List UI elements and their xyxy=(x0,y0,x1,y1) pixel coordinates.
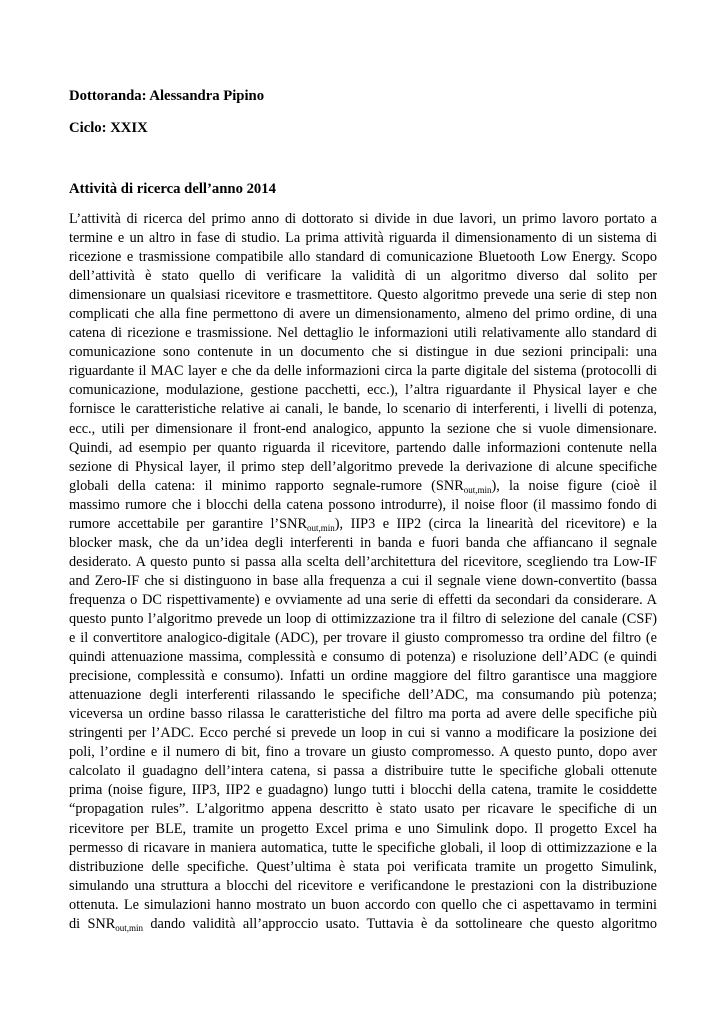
body-line: “propagation rules”. L’algoritmo appena descritto è stato usato per ricavare le specifiche di un xyxy=(69,801,657,818)
snr-text-after: ), la noise figure (cioè il xyxy=(491,477,657,494)
snr-subscript: out,min xyxy=(307,522,335,533)
body-line: complicati che alla fine permettono di avere un dimensionamento, almeno del primo ordine, di una xyxy=(69,306,657,323)
body-line: poli, l’ordine e il numero di bit, fino a trovare un giusto compromesso. A questo punto, dopo aver xyxy=(69,744,657,761)
body-line: calcolato il guadagno dell’intera catena, si passa a distribuire tutte le specifiche globali ottenute xyxy=(69,763,657,780)
body-line: comunicazione, modulazione, gestione pacchetti, ecc.), l’altra riguardante il Physical layer e che xyxy=(69,382,657,399)
snr-subscript: out,min xyxy=(463,484,492,495)
body-line: quindi attenuazione massima, complessità e consumo di potenza) e risoluzione dell’ADC (e quindi xyxy=(69,649,657,666)
body-line: questo punto l’algoritmo prevede un loop di ottimizzazione tra il filtro di selezione del canale (CSF) xyxy=(69,610,657,627)
body-line: ottenuta. Le simulazioni hanno mostrato un buon accordo con quello che ci aspettavamo in termini xyxy=(69,896,657,913)
snr-text-after: dando validità all’approccio usato. Tuttavia è da sottolineare che questo algoritmo xyxy=(143,915,657,932)
body-line: massimo rumore che i blocchi della catena possono introdurre), il noise floor (il massimo fondo di xyxy=(69,496,657,513)
snr-text-before: globali della catena: il minimo rapporto segnale-rumore (SNR xyxy=(69,477,464,494)
snr-text-before: di SNR xyxy=(69,915,116,932)
body-line: desiderato. A questo punto si passa alla scelta dell’architettura del ricevitore, scegliendo tra Low-IF xyxy=(69,553,657,570)
body-line: distribuzione delle specifiche. Quest’ultima è stata poi verificata tramite un progetto Simulink, xyxy=(69,858,657,875)
body-line: catena di ricezione e trasmissione. Nel dettaglio le informazioni utili relativamente allo standard di xyxy=(69,325,657,342)
body-line: stringenti per l’ADC. Ecco perché si prevede un loop in cui si vanno a modificare la posizione dei xyxy=(69,725,657,742)
body-line: riguardante il MAC layer e che da delle informazioni circa la parte digitale del sistema (protocolli di xyxy=(69,363,657,380)
body-line: sezione di Physical layer, il primo step dell’algoritmo prevede la derivazione di alcune specifiche xyxy=(69,458,657,475)
body-line: simulando una struttura a blocchi del ricevitore e verificandone le prestazioni con la distribuzione xyxy=(69,877,657,894)
cycle-line: Ciclo: XXIX xyxy=(69,120,148,136)
snr-text-after: ), IIP3 e IIP2 (circa la linearità del ricevitore) e la xyxy=(334,515,658,532)
body-line: and Zero-IF che si distinguono in base alla frequenza a cui il segnale viene down-convertito (bassa xyxy=(69,572,657,589)
body-line: precisione, complessità e consumo). Infatti un ordine maggiore del filtro garantisce una maggiore xyxy=(69,668,657,685)
body-line: blocker mask, che da un’idea degli interferenti in banda e fuori banda che affiancano il segnale xyxy=(69,534,657,551)
body-line: fornisce le caratteristiche relative ai canali, le bande, lo scenario di interferenti, i livelli di potenza, xyxy=(69,401,657,418)
body-line: viceversa un ordine basso rilassa le caratteristiche del filtro ma porta ad avere delle specifiche più xyxy=(69,706,657,723)
body-line: ecc., utili per dimensionare il front-end analogico, appunto la sezione che si vuole dimensionare. xyxy=(69,420,657,437)
body-line: permesso di ricavare in maniera automatica, tutte le specifiche globali, il loop di ottimizzazione e la xyxy=(69,839,657,856)
body-line: termine e un altro in fase di studio. La prima attività riguarda il dimensionamento di un sistema di xyxy=(69,230,657,247)
body-line: frequenza o DC rispettivamente) e ovviamente ad una serie di effetti da secondari da considerare. A xyxy=(69,591,657,608)
body-line: e il convertitore analogico-digitale (ADC), per trovare il giusto compromesso tra ordine del filtro (e xyxy=(69,630,657,647)
body-line: L’attività di ricerca del primo anno di dottorato si divide in due lavori, un primo lavoro portato a xyxy=(69,211,657,227)
body-line: dimensionare un qualsiasi ricevitore e trasmettitore. Questo algoritmo prevede una serie di step non xyxy=(69,287,657,304)
body-paragraph xyxy=(69,210,657,934)
body-line: Quindi, ad esempio per quanto riguarda il ricevitore, partendo dalle informazioni contenute nella xyxy=(69,439,657,456)
body-line-snr xyxy=(69,477,657,496)
body-line: comunicazione sono contenute in un documento che si distingue in due sezioni principali: una xyxy=(69,344,657,361)
body-line: prima (noise figure, IIP3, IIP2 e guadagno) lungo tutti i blocchi della catena, tramite le cosiddette xyxy=(69,782,657,799)
body-line: ricezione e trasmissione compatibile allo standard di comunicazione Bluetooth Low Energy. Scopo xyxy=(69,249,657,266)
section-title: Attività di ricerca dell’anno 2014 xyxy=(69,181,276,197)
author-line: Dottoranda: Alessandra Pipino xyxy=(69,88,265,104)
body-line-snr xyxy=(69,915,657,934)
body-line-snr xyxy=(69,515,657,534)
body-line: dell’attività è stato quello di verificare la validità di un algoritmo diverso dal solito per xyxy=(69,268,657,285)
snr-subscript: out,min xyxy=(115,922,144,933)
body-line: attenuazione degli interferenti rilassando le specifiche dell’ADC, ma consumando più potenza; xyxy=(69,687,657,704)
body-line: ricevitore per BLE, tramite un progetto Excel prima e uno Simulink dopo. Il progetto Excel ha xyxy=(69,820,657,837)
snr-text-before: rumore accettabile per garantire l’SNR xyxy=(69,515,307,532)
